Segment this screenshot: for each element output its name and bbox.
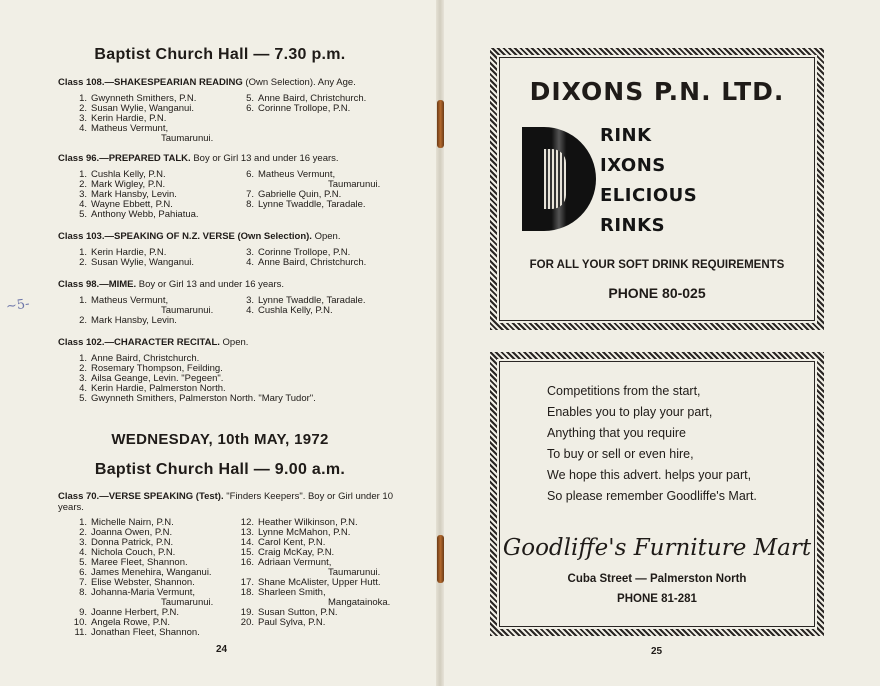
entry-continuation: Taumarunui. [161,133,214,144]
entry-number: 1. [79,247,87,258]
entry-number: 3. [79,189,87,200]
entry [240,104,410,114]
class-title: SPEAKING OF N.Z. VERSE (Own Selection). [113,231,312,242]
entry-number: 14. [240,537,254,548]
class-heading [58,337,398,348]
goodliffe-address: Cuba Street — Palmerston North [567,573,747,585]
entry-number: 1. [79,295,87,306]
entry-number: 5. [79,393,87,404]
entry-name: Anthony Webb, Pahiatua. [91,209,199,220]
class-heading [58,153,398,164]
entry-name: Susan Wylie, Wanganui. [91,257,195,268]
entry-number: 12. [240,517,254,528]
entry-name: Lynne Twaddle, Taradale. [258,199,366,210]
class-detail: Open. [311,231,341,242]
entry-number: 1. [79,353,87,364]
entry-name: Lynne McMahon, P.N. [258,527,351,538]
class-heading [58,491,398,513]
entry-name: Mark Hansby, Levin. [91,189,177,200]
entry-number: 17. [240,577,254,588]
goodliffe-poem [547,381,797,507]
goodliffe-phone: PHONE 81-281 [617,593,697,605]
entry-name: Anne Baird, Christchurch. [258,257,367,268]
entry-number: 4. [79,547,87,558]
entry-number: 15. [240,547,254,558]
entry-number: 7. [79,577,87,588]
entry-continuation: Taumarunui. [328,567,381,578]
dixons-phone: PHONE 80-025 [608,285,706,301]
entry-name: Sharleen Smith, [258,587,326,598]
entry-number: 18. [240,587,254,598]
entry-number: 8. [79,587,87,598]
entry [240,258,410,268]
entry [73,296,243,316]
class-title: PREPARED TALK. [108,153,191,164]
margin-note: ~5- [5,296,31,315]
entry-name: Joanne Herbert, P.N. [91,607,180,618]
class-detail: Boy or Girl 13 and under 16 years. [190,153,339,164]
entry [240,200,410,210]
poem-line: Enables you to play your part, [547,405,713,419]
entry [240,558,410,578]
entries-column-2 [240,518,410,628]
entries-column-1 [73,518,243,638]
entry-number: 8. [246,199,254,210]
entry-name: Kerin Hardie, Palmerston North. [91,383,226,394]
entry-name: Adriaan Vermunt, [258,557,332,568]
entry-number: 16. [240,557,254,568]
entry-number: 4. [79,383,87,394]
class-heading [58,77,398,88]
entry-number: 5. [79,209,87,220]
page-number-left: 24 [216,644,228,655]
entry-name: Paul Sylva, P.N. [258,617,326,628]
entry-number: 11. [74,627,87,638]
entry-number: 6. [79,567,87,578]
entry-name: Cushla Kelly, P.N. [91,169,166,180]
entry-number: 6. [246,169,254,180]
entry-continuation: Taumarunui. [328,179,381,190]
entries-column-1 [73,170,243,220]
entry-name: Joanna Owen, P.N. [91,527,173,538]
entry-name: Lynne Twaddle, Taradale. [258,295,366,306]
class-title: VERSE SPEAKING (Test). [108,491,224,502]
entry [73,124,243,144]
entry-name: Maree Fleet, Shannon. [91,557,188,568]
entry-name: Carol Kent, P.N. [258,537,326,548]
date-heading: WEDNESDAY, 10th MAY, 1972 [111,431,329,448]
class-number: Class 70.— [58,491,109,502]
entry-name: Ailsa Geange, Levin. "Pegeen". [91,373,224,384]
entry-number: 1. [79,517,87,528]
entries-column-1 [73,94,243,144]
venue-heading-morning: Baptist Church Hall — 9.00 a.m. [94,461,346,478]
dixons-tagline: FOR ALL YOUR SOFT DRINK REQUIREMENTS [529,259,785,271]
entry-name: Heather Wilkinson, P.N. [258,517,358,528]
entry-number: 4. [246,257,254,268]
entry-name: Mark Wigley, P.N. [91,179,166,190]
entry-number: 9. [79,607,87,618]
entry-name: Angela Rowe, P.N. [91,617,171,628]
entry [240,170,410,190]
entry-number: 3. [246,247,254,258]
entries-column-2 [240,248,410,268]
entry [73,393,316,404]
entry-name: Gwynneth Smithers, Palmerston North. "Mary Tudor". [91,393,316,404]
entry-number: 1. [79,93,87,104]
class-title: CHARACTER RECITAL. [113,337,220,348]
entry-name: Susan Sutton, P.N. [258,607,338,618]
entry-name: Gabrielle Quin, P.N. [258,189,342,200]
entry-name: Jonathan Fleet, Shannon. [91,627,200,638]
class-heading [58,279,398,290]
entry-number: 2. [79,527,87,538]
entries-column-2 [240,94,410,114]
entry-name: Elise Webster, Shannon. [91,577,195,588]
entry-continuation: Taumarunui. [161,597,214,608]
entry-name: Corinne Trollope, P.N. [258,247,351,258]
entry [73,258,243,268]
entry-number: 5. [246,93,254,104]
venue-heading-evening: Baptist Church Hall — 7.30 p.m. [94,46,346,63]
entry [73,316,243,326]
class-detail: "Finders Keepers". Boy or Girl under 10 years. [58,491,393,513]
entry-number: 7. [246,189,254,200]
entries-column-1 [73,296,243,326]
poem-line: To buy or sell or even hire, [547,447,694,461]
entry-number: 3. [246,295,254,306]
entry-number: 3. [79,113,87,124]
entry-name: Shane McAlister, Upper Hutt. [258,577,381,588]
dixons-word-2: IXONS [600,155,666,176]
entry-continuation: Taumarunui. [161,305,214,316]
entries-column-2 [240,170,410,210]
entry-name: Craig McKay, P.N. [258,547,335,558]
poem-line: So please remember Goodliffe's Mart. [547,489,757,503]
entry-name: Susan Wylie, Wanganui. [91,103,195,114]
class-detail: (Own Selection). Any Age. [242,77,356,88]
class-number: Class 108.— [58,77,114,88]
entry-number: 6. [246,103,254,114]
entry-name: Matheus Vermunt, [258,169,336,180]
entry-number: 4. [79,199,87,210]
class-number: Class 102.— [58,337,114,348]
entry-number: 20. [240,617,254,628]
entry-name: Rosemary Thompson, Feilding. [91,363,223,374]
dixons-word-1: RINK [600,125,652,146]
dixons-title: DIXONS P.N. LTD. [529,77,785,106]
entry-number: 3. [79,537,87,548]
entry-number: 5. [79,557,87,568]
entry [240,618,410,628]
entry-name: Johanna-Maria Vermunt, [91,587,196,598]
dixons-word-4: RINKS [600,215,666,236]
entry [240,306,410,316]
entry-number: 2. [79,103,87,114]
entry-name: Michelle Nairn, P.N. [91,517,174,528]
entry-name: Mark Hansby, Levin. [91,315,177,326]
entries-column-2 [240,296,410,316]
class-number: Class 98.— [58,279,109,290]
dixons-advert [490,48,824,330]
entry-number: 19. [240,607,254,618]
entry-name: Kerin Hardie, P.N. [91,247,167,258]
entry-name: Anne Baird, Christchurch. [258,93,367,104]
page-number-right: 25 [651,646,663,657]
entry-name: James Menehira, Wanganui. [91,567,212,578]
entry-number: 3. [79,373,87,384]
entry-number: 13. [240,527,254,538]
entries-column-1 [73,353,316,404]
class-detail: Open. [219,337,249,348]
poem-line: We hope this advert. helps your part, [547,468,752,482]
entry-name: Gwynneth Smithers, P.N. [91,93,197,104]
entry-number: 4. [246,305,254,316]
entry-name: Matheus Vermunt, [91,123,169,134]
goodliffe-advert [490,352,824,636]
entry-number: 10. [73,617,87,628]
class-number: Class 96.— [58,153,109,164]
staple-bottom [437,535,444,583]
entry-name: Wayne Ebbett, P.N. [91,199,173,210]
entry-number: 2. [79,363,87,374]
entry [73,588,243,608]
class-heading [58,231,398,242]
entry-name: Donna Patrick, P.N. [91,537,174,548]
entry-number: 2. [79,179,87,190]
dixons-word-3: ELICIOUS [600,185,698,206]
entry-number: 4. [79,123,87,134]
class-title: MIME. [108,279,137,290]
entry-name: Nichola Couch, P.N. [91,547,176,558]
entry-number: 2. [79,257,87,268]
poem-line: Competitions from the start, [547,384,701,398]
goodliffe-name: Goodliffe's Furniture Mart [502,535,812,561]
entry-name: Matheus Vermunt, [91,295,169,306]
entry-name: Corinne Trollope, P.N. [258,103,351,114]
entry-name: Anne Baird, Christchurch. [91,353,200,364]
entry-number: 2. [79,315,87,326]
entry [240,588,410,608]
class-number: Class 103.— [58,231,114,242]
entry-name: Cushla Kelly, P.N. [258,305,333,316]
entry-name: Kerin Hardie, P.N. [91,113,167,124]
class-detail: Boy or Girl 13 and under 16 years. [136,279,285,290]
entries-column-1 [73,248,243,268]
staple-top [437,100,444,148]
entry [73,628,243,638]
entry-number: 1. [79,169,87,180]
entry-continuation: Mangatainoka. [328,597,391,608]
entry [73,210,243,220]
class-title: SHAKESPEARIAN READING [113,77,243,88]
poem-line: Anything that you require [547,426,686,440]
